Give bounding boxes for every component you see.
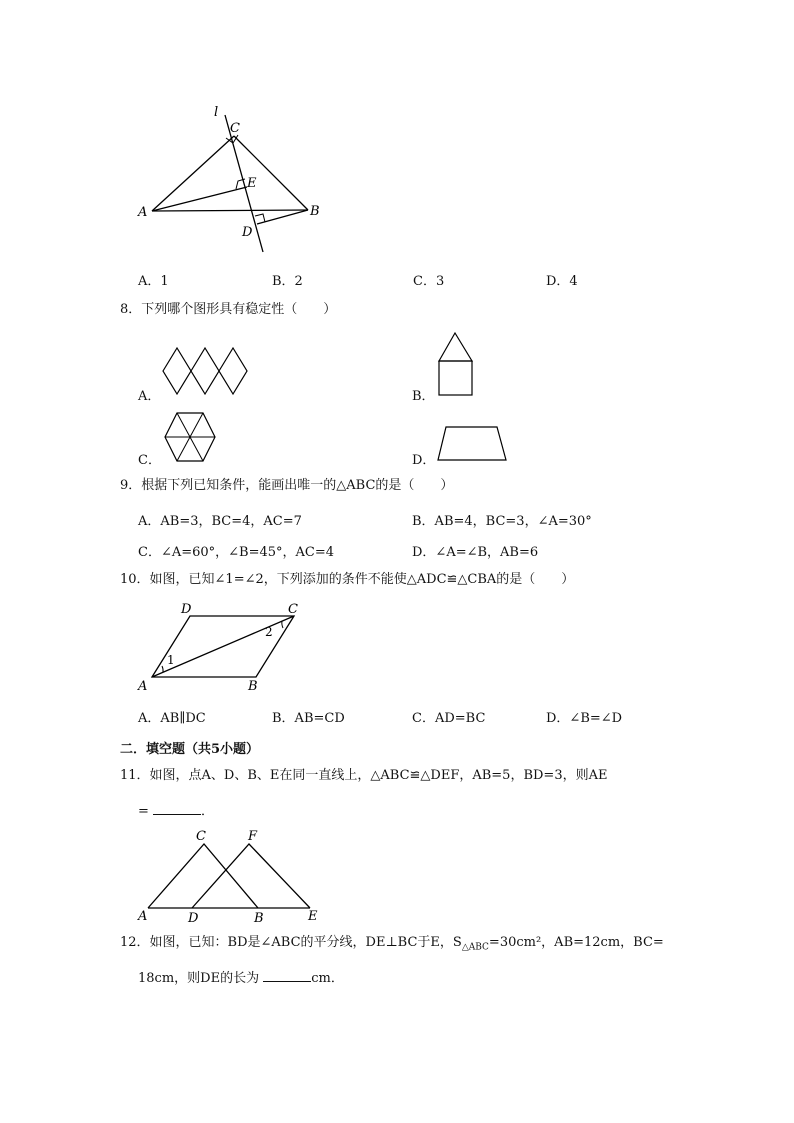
q10-label-angle-1: 1 xyxy=(167,653,175,667)
q7-label-c: C xyxy=(230,121,240,136)
q7-figure xyxy=(130,100,330,260)
q8-figure-d-trapezoid xyxy=(434,424,510,464)
section-2-title: 二．填空题（共5小题） xyxy=(120,742,260,757)
q12-unit: cm． xyxy=(311,971,344,986)
q11-label-d: D xyxy=(188,911,199,923)
q8-figure-a-three-rhombi xyxy=(160,346,250,398)
q12-answer-blank[interactable] xyxy=(263,969,311,982)
q7-line-ae xyxy=(152,187,247,211)
q11-label-f: F xyxy=(248,829,258,844)
q12-subscript: △ABC xyxy=(461,942,489,953)
q11-stem-line2 xyxy=(138,802,214,820)
q10-figure-parallelogram xyxy=(132,598,312,698)
q7-option-a: A．1 xyxy=(138,274,169,289)
q7-line-ac xyxy=(152,136,234,211)
q10-label-d: D xyxy=(181,602,192,617)
q12-stem-line1 xyxy=(120,935,664,956)
q7-label-d: D xyxy=(242,225,253,240)
q11-label-b: B xyxy=(254,911,264,923)
q11-period: ． xyxy=(201,804,215,819)
q10-option-d: D．∠B=∠D xyxy=(546,711,623,726)
q9-option-d: D．∠A=∠B，AB=6 xyxy=(412,545,539,560)
q7-label-b: B xyxy=(310,204,320,219)
q11-label-c: C xyxy=(196,829,206,844)
q9-option-c: C．∠A=60°，∠B=45°，AC=4 xyxy=(138,545,335,560)
q10-stem: 10．如图，已知∠1=∠2，下列添加的条件不能使△ADC≌△CBA的是（ ） xyxy=(120,572,575,587)
q10-label-angle-2: 2 xyxy=(265,625,273,639)
q10-label-b: B xyxy=(248,679,258,694)
q10-label-c: C xyxy=(288,602,298,617)
q12-text-a: 12．如图，已知：BD是∠ABC的平分线，DE⊥BC于E，S xyxy=(120,935,462,950)
q7-option-c: C．3 xyxy=(413,274,445,289)
q8-option-d-label: D． xyxy=(412,453,436,468)
q12-text-b: =30cm²，AB=12cm，BC= xyxy=(488,935,664,950)
q7-label-a: A xyxy=(138,205,148,220)
q12-stem-line2 xyxy=(138,969,344,987)
q7-option-d: D．4 xyxy=(546,274,578,289)
q7-label-l: l xyxy=(214,105,219,120)
q8-figure-c-hexagon xyxy=(163,410,217,464)
q9-stem: 9．根据下列已知条件，能画出唯一的△ABC的是（ ） xyxy=(120,478,454,493)
q11-stem-line1: 11．如图，点A、D、B、E在同一直线上，△ABC≌△DEF，AB=5，BD=3，则AE xyxy=(120,768,608,783)
q12-text-c: 18cm，则DE的长为 xyxy=(138,971,260,986)
q7-line-ab xyxy=(152,210,308,211)
q8-stem: 8．下列哪个图形具有稳定性（ ） xyxy=(120,302,337,317)
q10-option-b: B．AB=CD xyxy=(272,711,345,726)
q11-answer-blank[interactable] xyxy=(153,802,201,815)
q9-option-a: A．AB=3，BC=4，AC=7 xyxy=(138,514,302,529)
q8-option-c-label: C． xyxy=(138,453,161,468)
q11-figure-triangles xyxy=(132,823,332,923)
q7-option-b: B．2 xyxy=(272,274,303,289)
q7-right-angle-d xyxy=(255,214,265,222)
q8-figure-b-house xyxy=(436,330,476,400)
q9-option-b: B．AB=4，BC=3，∠A=30° xyxy=(412,514,592,529)
q10-label-a: A xyxy=(138,679,148,694)
q7-label-e: E xyxy=(247,176,257,191)
q11-label-a: A xyxy=(138,909,148,923)
q11-label-e: E xyxy=(308,909,318,923)
q10-option-a: A．AB∥DC xyxy=(138,711,206,726)
q8-option-a-label: A． xyxy=(138,389,161,404)
q11-equals: = xyxy=(138,804,149,819)
q8-option-b-label: B． xyxy=(412,389,435,404)
q7-line-bc xyxy=(234,136,308,210)
q10-option-c: C．AD=BC xyxy=(412,711,486,726)
